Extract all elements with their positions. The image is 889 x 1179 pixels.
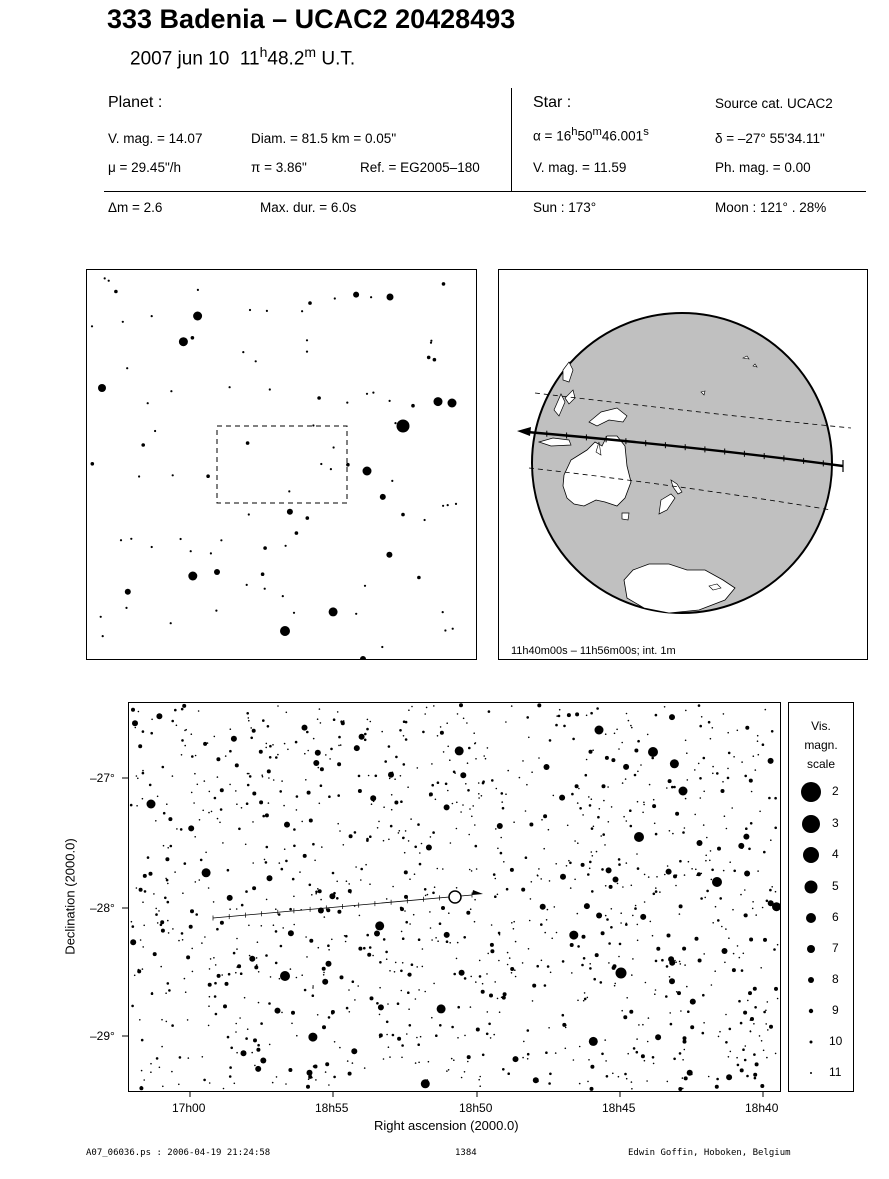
- finder-star: [363, 467, 372, 476]
- finder-star: [154, 430, 156, 432]
- finder-star: [98, 384, 106, 392]
- finder-star: [288, 490, 290, 492]
- scale-dot: [803, 847, 819, 863]
- globe-panel: [498, 269, 868, 660]
- finder-star: [122, 321, 124, 323]
- finder-star: [433, 358, 437, 362]
- finder-star: [266, 310, 268, 312]
- scale-dot: [808, 977, 814, 983]
- finder-star: [125, 589, 131, 595]
- finder-star: [170, 390, 172, 392]
- finder-star: [381, 646, 383, 648]
- finder-star: [172, 474, 174, 476]
- finder-star: [190, 550, 192, 552]
- source-catalog: Source cat. UCAC2: [715, 96, 833, 111]
- finder-star: [91, 462, 95, 466]
- finder-star: [387, 294, 394, 301]
- scale-dot: [801, 782, 821, 802]
- scale-label-3: 3: [832, 816, 839, 830]
- finder-star: [386, 552, 392, 558]
- finder-star: [293, 612, 295, 614]
- finder-star: [269, 388, 271, 390]
- finder-star: [220, 539, 222, 541]
- finder-star: [394, 422, 396, 424]
- finder-star: [242, 351, 244, 353]
- footer-file-info: A07_06036.ps : 2006-04-19 21:24:58: [86, 1148, 271, 1158]
- finder-star: [141, 443, 145, 447]
- finder-star: [91, 325, 93, 327]
- finder-star: [114, 290, 118, 294]
- scale-label-8: 8: [832, 972, 839, 986]
- scale-title-line-3: scale: [806, 757, 835, 771]
- star-right-ascension: [533, 126, 649, 144]
- finder-star: [125, 607, 127, 609]
- finder-star: [380, 494, 386, 500]
- event-time-hours: 11: [239, 48, 260, 70]
- max-duration: Max. dur. = 6.0s: [260, 200, 357, 215]
- finder-star: [104, 277, 106, 279]
- ra-m-symbol: m: [592, 126, 602, 138]
- planet-diameter: Diam. = 81.5 km = 0.05": [251, 131, 397, 146]
- finder-star: [248, 513, 250, 515]
- finder-star: [346, 463, 350, 467]
- ra-h-symbol: h: [571, 126, 578, 138]
- finder-star: [444, 629, 446, 631]
- finder-star: [308, 301, 312, 305]
- planet-heading: Planet :: [108, 94, 163, 111]
- event-datetime: [130, 44, 355, 70]
- finder-star: [329, 607, 338, 616]
- finder-star: [170, 622, 172, 624]
- sun-elongation: Sun : 173°: [533, 200, 597, 215]
- tasmania-island: [622, 513, 629, 520]
- finder-star: [195, 574, 197, 576]
- finder-star: [389, 400, 391, 402]
- finder-star: [120, 539, 122, 541]
- finder-star: [100, 616, 102, 618]
- scale-dot: [810, 1041, 813, 1044]
- finder-star: [333, 446, 335, 448]
- finder-star: [249, 309, 251, 311]
- finder-star: [455, 503, 457, 505]
- finder-star: [246, 441, 250, 445]
- finder-star: [434, 397, 443, 406]
- finder-star: [180, 538, 182, 540]
- page-title: 333 Badenia – UCAC2 20428493: [107, 4, 516, 34]
- dec-label-28: –28°: [90, 901, 115, 915]
- scale-label-11: 11: [829, 1065, 842, 1079]
- finder-star: [417, 576, 421, 580]
- finder-star: [452, 628, 454, 630]
- finder-star: [126, 367, 128, 369]
- path-direction-arrow: [517, 427, 531, 436]
- scale-label-7: 7: [832, 941, 839, 955]
- scale-label-10: 10: [829, 1034, 843, 1048]
- magnitude-drop: Δm = 2.6: [108, 200, 163, 215]
- finder-star: [442, 505, 444, 507]
- finder-star: [372, 392, 374, 394]
- finder-star: [370, 296, 372, 298]
- finder-star: [366, 393, 368, 395]
- finder-star: [214, 569, 220, 575]
- dec-axis-label: Declination (2000.0): [62, 838, 78, 955]
- finder-star: [191, 336, 195, 340]
- magnitude-scale: [788, 702, 854, 1092]
- finder-star: [108, 280, 110, 282]
- finder-star: [397, 420, 410, 433]
- scale-dot: [807, 945, 815, 953]
- scale-dot: [802, 815, 820, 833]
- star-heading: Star :: [533, 94, 572, 111]
- ra-s-symbol: s: [643, 126, 649, 138]
- ra-minutes: 50: [577, 128, 593, 144]
- ra-label-1855: 18h55: [315, 1101, 349, 1115]
- finder-star: [264, 588, 266, 590]
- finder-star: [197, 289, 199, 291]
- finder-star: [442, 611, 444, 613]
- finder-star: [138, 475, 140, 477]
- orbit-reference: Ref. = EG2005–180: [360, 160, 480, 175]
- ra-label-1850: 18h50: [459, 1101, 493, 1115]
- finder-star: [282, 595, 284, 597]
- finder-star: [306, 516, 310, 520]
- moon-info: Moon : 121° . 28%: [715, 200, 827, 215]
- finder-star: [430, 342, 432, 344]
- event-time-minutes: 48.2: [267, 48, 305, 70]
- ra-label-1845: 18h45: [602, 1101, 636, 1115]
- finder-star: [301, 310, 303, 312]
- finder-star: [306, 339, 308, 341]
- scale-label-2: 2: [832, 784, 839, 798]
- ra-prefix: α = 16: [533, 128, 572, 144]
- finder-star: [255, 360, 257, 362]
- info-divider-horizontal: [104, 191, 866, 192]
- finder-star: [263, 546, 267, 550]
- finder-star: [430, 340, 432, 342]
- ra-label-1840: 18h40: [745, 1101, 779, 1115]
- scale-dot: [806, 913, 816, 923]
- finder-star: [427, 356, 431, 360]
- star-declination: δ = –27° 55'34.11": [715, 131, 825, 146]
- finder-star: [179, 337, 188, 346]
- finder-star: [229, 386, 231, 388]
- finder-star: [246, 584, 248, 586]
- finder-star: [151, 315, 153, 317]
- finder-star: [360, 656, 366, 659]
- finder-star: [364, 585, 366, 587]
- finder-star: [355, 613, 357, 615]
- finder-star: [210, 552, 212, 554]
- scale-title-line-1: Vis.: [811, 719, 831, 733]
- scale-label-4: 4: [832, 847, 839, 861]
- finder-star-field: [91, 277, 458, 659]
- planet-vmag: V. mag. = 14.07: [108, 131, 203, 146]
- finder-star: [424, 519, 426, 521]
- star-vmag: V. mag. = 11.59: [533, 160, 627, 175]
- scale-label-5: 5: [832, 879, 839, 893]
- finder-star: [312, 424, 314, 426]
- ra-seconds: 46.001: [601, 128, 644, 144]
- dec-label-27: –27°: [90, 771, 115, 785]
- scale-label-9: 9: [832, 1003, 839, 1017]
- finder-star: [151, 546, 153, 548]
- finder-star: [401, 513, 405, 517]
- finder-star: [448, 399, 457, 408]
- dec-label-29: –29°: [90, 1029, 115, 1043]
- finder-star: [287, 509, 293, 515]
- globe-svg: [499, 270, 867, 659]
- planet-parallax: π = 3.86": [251, 160, 307, 175]
- finder-star: [320, 463, 322, 465]
- scale-dot: [805, 881, 818, 894]
- finder-star: [102, 635, 104, 637]
- time-system: U.T.: [321, 48, 356, 70]
- footer-author: Edwin Goffin, Hoboken, Belgium: [628, 1148, 791, 1158]
- finder-star: [306, 351, 308, 353]
- finder-star: [330, 468, 332, 470]
- finder-chart: [86, 269, 477, 660]
- scale-dot: [810, 1072, 812, 1074]
- ra-axis-label: Right ascension (2000.0): [374, 1118, 519, 1133]
- finder-star: [391, 480, 393, 482]
- scale-dots-svg: [789, 703, 853, 1091]
- info-divider-vertical: [511, 88, 512, 192]
- footer-page-number: 1384: [455, 1148, 477, 1158]
- ra-label-1700: 17h00: [172, 1101, 206, 1115]
- hour-symbol: h: [259, 44, 268, 60]
- event-date: 2007 jun 10: [130, 48, 230, 70]
- finder-star: [130, 538, 132, 540]
- finder-star: [285, 545, 287, 547]
- finder-star: [334, 297, 336, 299]
- finder-star: [295, 531, 299, 535]
- finder-chart-svg: [87, 270, 476, 659]
- finder-star: [206, 474, 210, 478]
- planet-motion: μ = 29.45"/h: [108, 160, 181, 175]
- finder-star: [442, 282, 446, 286]
- minute-symbol: m: [304, 44, 317, 60]
- finder-star: [193, 312, 202, 321]
- star-map-axes: [120, 702, 800, 1102]
- finder-star: [215, 610, 217, 612]
- field-of-view-box: [217, 426, 347, 503]
- finder-star: [261, 572, 265, 576]
- scale-dots: [801, 782, 821, 1074]
- finder-star: [280, 626, 290, 636]
- star-phmag: Ph. mag. = 0.00: [715, 160, 811, 175]
- finder-star: [147, 402, 149, 404]
- finder-star: [411, 404, 415, 408]
- finder-star: [346, 402, 348, 404]
- scale-title-line-2: magn.: [804, 738, 838, 752]
- globe-time-caption: 11h40m00s – 11h56m00s; int. 1m: [511, 645, 676, 657]
- finder-star: [447, 504, 449, 506]
- finder-star: [353, 292, 359, 298]
- scale-dot: [809, 1009, 813, 1013]
- scale-label-6: 6: [832, 910, 839, 924]
- finder-star: [317, 396, 321, 400]
